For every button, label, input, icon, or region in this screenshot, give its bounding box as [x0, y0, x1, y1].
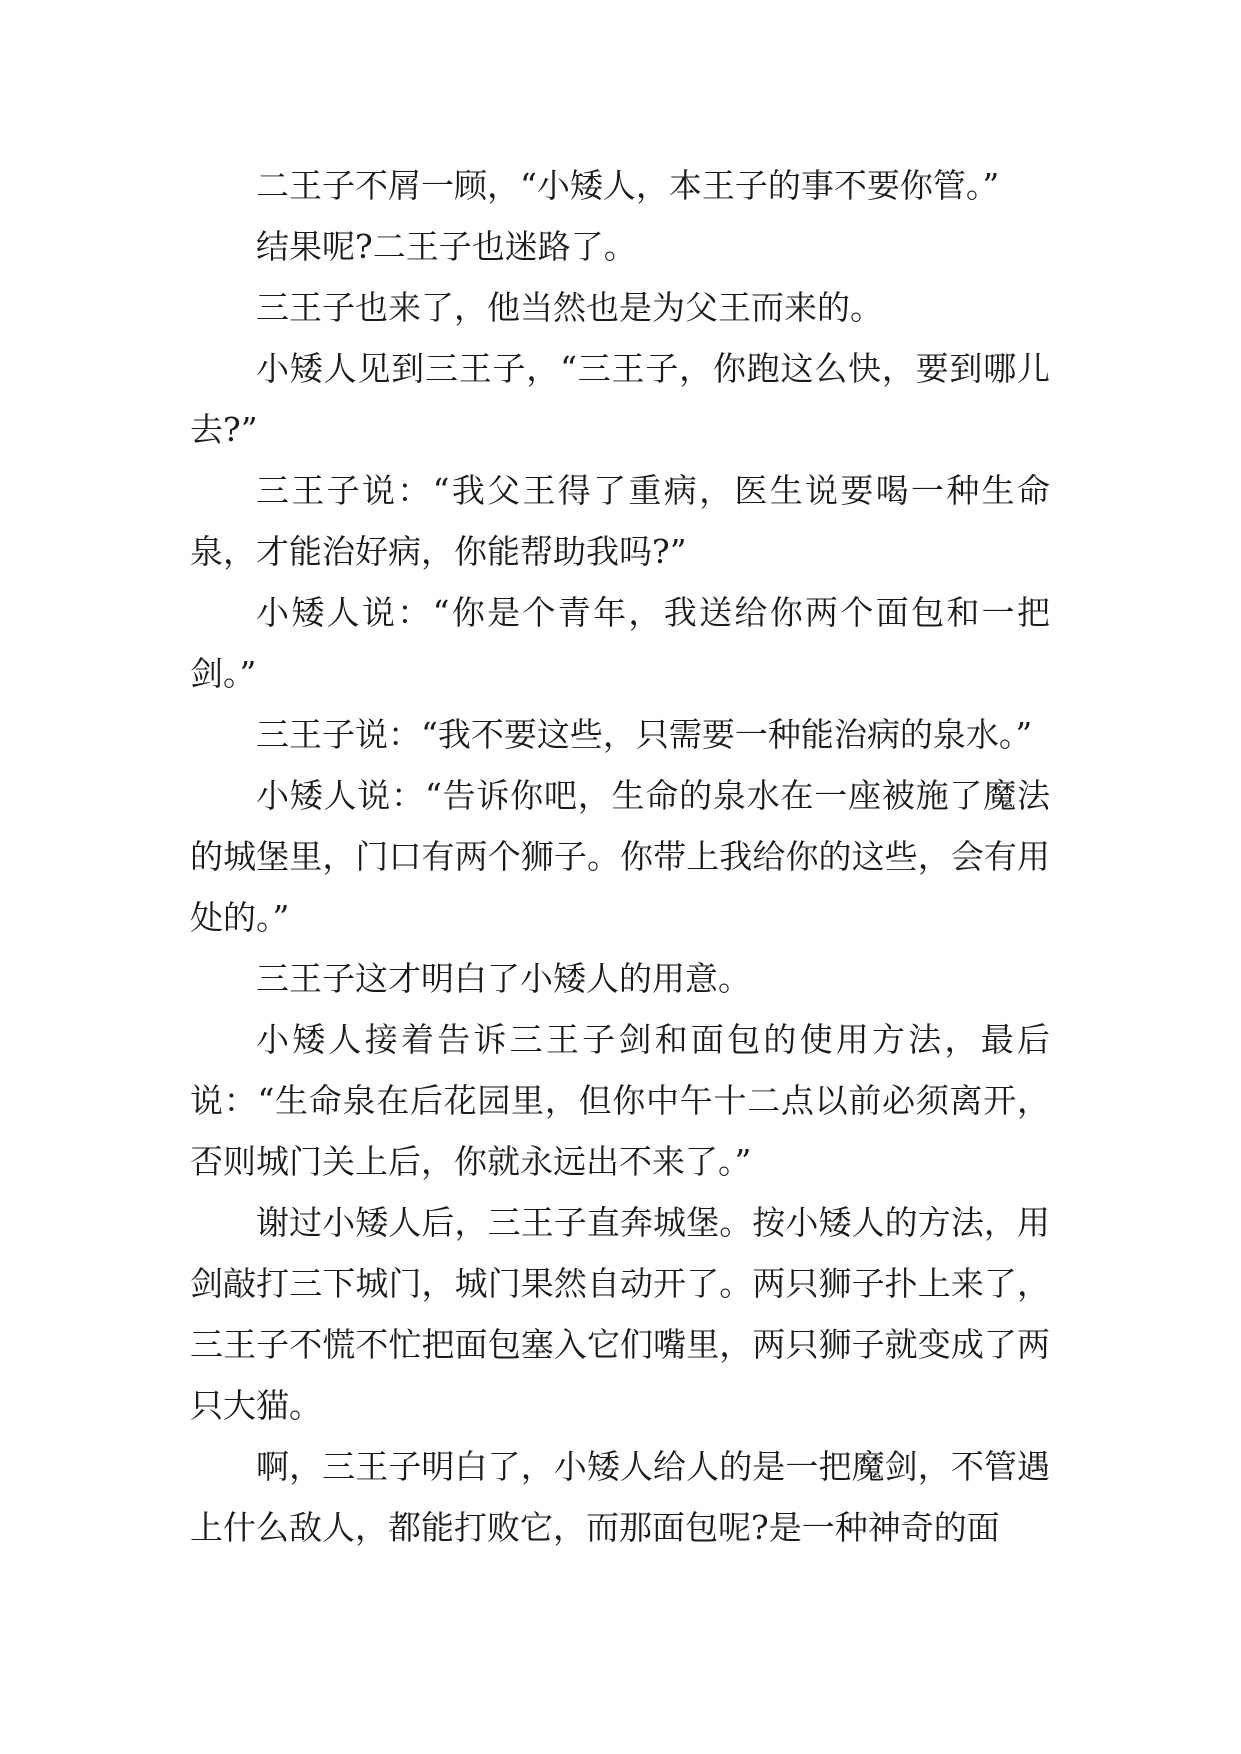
paragraph-1: 二王子不屑一顾，“小矮人，本王子的事不要你管。” — [256, 166, 1000, 205]
document-page — [190, 155, 1050, 1558]
paragraph-8: 小矮人说：“告诉你吧，生命的泉水在一座被施了魔法的城堡里，门口有两个狮子。你带上我给你的这些，会有用处的。” — [190, 776, 1050, 937]
paragraph-12: 啊，三王子明白了，小矮人给人的是一把魔剑，不管遇上什么敌人，都能打败它，而那面包呢?是一种神奇的面 — [190, 1447, 1050, 1547]
paragraph-10: 小矮人接着告诉三王子剑和面包的使用方法，最后说：“生命泉在后花园里，但你中午十二点以前必须离开，否则城门关上后，你就永远出不来了。” — [190, 1020, 1050, 1181]
paragraph-5: 三王子说：“我父王得了重病，医生说要喝一种生命泉，才能治好病，你能帮助我吗?” — [190, 471, 1050, 571]
paragraph-4: 小矮人见到三王子，“三王子，你跑这么快，要到哪儿去?” — [190, 349, 1050, 449]
paragraph-6: 小矮人说：“你是个青年，我送给你两个面包和一把剑。” — [190, 593, 1050, 693]
paragraph-2: 结果呢?二王子也迷路了。 — [256, 227, 637, 266]
paragraph-11: 谢过小矮人后，三王子直奔城堡。按小矮人的方法，用剑敲打三下城门，城门果然自动开了。两只狮子扑上来了，三王子不慌不忙把面包塞入它们嘴里，两只狮子就变成了两只大猫。 — [190, 1203, 1050, 1425]
paragraph-7: 三王子说：“我不要这些，只需要一种能治病的泉水。” — [256, 715, 1033, 754]
paragraph-9: 三王子这才明白了小矮人的用意。 — [256, 959, 751, 998]
paragraph-3: 三王子也来了，他当然也是为父王而来的。 — [256, 288, 883, 327]
